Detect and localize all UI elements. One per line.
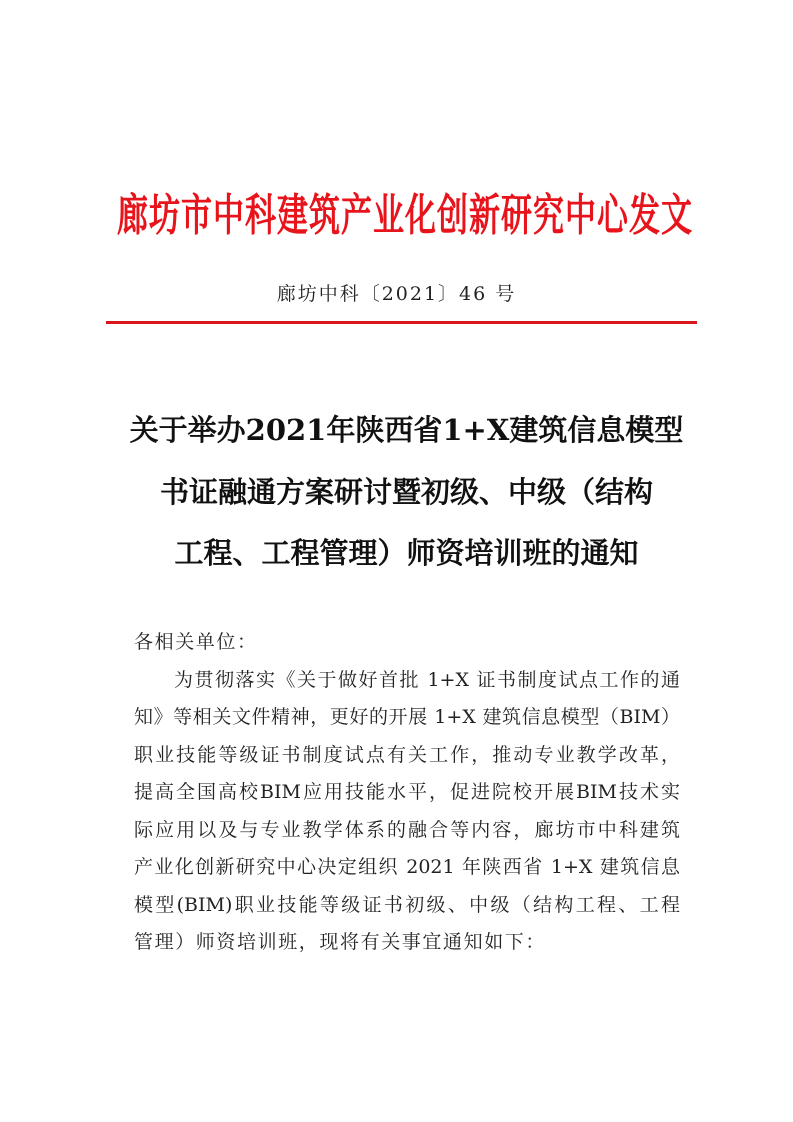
paragraph-line-3: 职业技能等级证书制度试点有关工作，推动专业教学改革，	[134, 743, 680, 766]
document-title	[100, 400, 713, 585]
red-divider-rule	[106, 321, 697, 324]
paragraph-line-4: 提高全国高校BIM应用技能水平，促进院校开展BIM技术实	[134, 781, 680, 803]
issuer-header: 廊坊市中科建筑产业化创新研究中心发文	[117, 190, 693, 242]
paragraph-line-6: 产业化创新研究中心决定组织 2021 年陕西省 1+X 建筑信息	[134, 856, 680, 878]
document-number: 廊坊中科〔2021〕46 号	[276, 283, 517, 305]
paragraph-line-2: 知》等相关文件精神，更好的开展 1+X 建筑信息模型（BIM）	[134, 706, 680, 728]
paragraph-line-7: 模型(BIM)职业技能等级证书初级、中级（结构工程、工程	[134, 893, 680, 916]
title-line-2: 书证融通方案研讨暨初级、中级（结构	[159, 474, 653, 509]
paragraph-line-1: 为贯彻落实《关于做好首批 1+X 证书制度试点工作的通	[174, 668, 680, 691]
document-body	[134, 624, 680, 962]
salutation: 各相关单位：	[134, 631, 258, 653]
title-line-1: 关于举办2021年陕西省1+X建筑信息模型	[129, 413, 684, 447]
paragraph-line-8: 管理）师资培训班，现将有关事宜通知如下：	[134, 931, 547, 953]
paragraph-line-5: 际应用以及与专业教学体系的融合等内容，廊坊市中科建筑	[134, 818, 680, 841]
title-line-3: 工程、工程管理）师资培训班的通知	[174, 536, 639, 570]
